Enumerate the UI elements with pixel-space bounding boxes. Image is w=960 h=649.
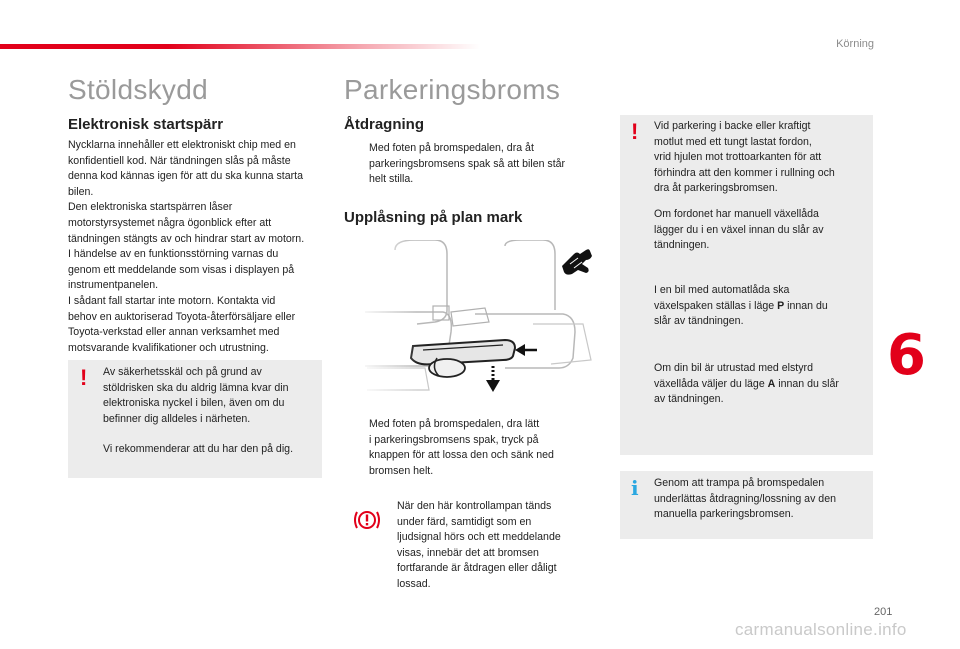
text-line: Vid parkering i backe eller kraftigt <box>654 120 811 132</box>
page-title-stoldskydd: Stöldskydd <box>68 74 208 105</box>
section-label: Körning <box>836 38 874 50</box>
page-number: 201 <box>874 606 893 618</box>
text-line: stöldrisken ska du aldrig lämna kvar din <box>103 381 289 394</box>
text-line: manuella parkeringsbromsen. <box>654 508 794 521</box>
text-line: Den elektroniska startspärren låser <box>68 201 233 214</box>
text-line: av tändningen. <box>654 393 724 406</box>
text-line <box>654 299 869 315</box>
lamp-note <box>397 499 617 593</box>
text-line <box>654 377 869 393</box>
text-line: I en bil med automatlåda ska <box>654 284 790 296</box>
text-line: elektroniska nyckel i bilen, även om du <box>103 397 285 410</box>
text-line: Av säkerhetsskäl och på grund av <box>103 366 262 378</box>
text-line: vrid hjulen mot trottoarkanten för att <box>654 151 822 164</box>
text-line: i parkeringsbromsens spak, tryck på <box>369 433 539 446</box>
text-line: behov en auktoriserad Toyota-återförsäljare eller <box>68 310 296 323</box>
text-line: I sådant fall startar inte motorn. Kontakta vid <box>68 294 276 307</box>
text-line: förhindra att den kommer i rullning och <box>654 166 835 179</box>
watermark: carmanualsonline.info <box>735 620 907 639</box>
brake-warning-lamp-icon <box>352 509 382 531</box>
text-line: fortfarande är åtdragen eller dåligt <box>397 562 557 575</box>
subtitle-upplasning: Upplåsning på plan mark <box>344 209 523 226</box>
text-line: Med foten på bromspedalen, dra åt <box>369 142 534 154</box>
text-line: instrumentpanelen. <box>68 279 159 292</box>
text-line: motsvarande kvalifikationer och utrustning. <box>68 341 269 354</box>
text-span: växellåda väljer du läge <box>654 377 768 390</box>
text-line: bromsen helt. <box>369 464 434 477</box>
hand-icon <box>560 246 594 276</box>
text-line: motorstyrsystemet några ögonblick efter att <box>68 216 272 229</box>
subtitle-elektronisk-startsparr: Elektronisk startspärr <box>68 116 224 133</box>
text-span: innan du <box>784 299 828 312</box>
page-title-parkeringsbroms: Parkeringsbroms <box>344 74 561 105</box>
text-line: bilen. <box>68 185 94 198</box>
right-para-3 <box>654 283 869 330</box>
text-line: knappen för att lossa den och sänk ned <box>369 449 554 462</box>
text-line: helt stilla. <box>369 173 414 186</box>
text-line: parkeringsbromsens spak så att bilen står <box>369 157 566 170</box>
text-line: lossad. <box>397 577 431 590</box>
left-warning-text-2: Vi rekommenderar att du har den på dig. <box>103 443 294 455</box>
text-line: befinner dig alldeles i närheten. <box>103 412 251 425</box>
text-line: dra åt parkeringsbromsen. <box>654 182 778 195</box>
text-line: under färd, samtidigt som en <box>397 515 532 528</box>
text-line: I händelse av en funktionsstörning varnas du <box>68 248 279 261</box>
text-line: tändningen stängts av och hindrar start av motorn. <box>68 232 305 245</box>
text-line: ljudsignal hörs och ett meddelande <box>397 531 561 544</box>
chapter-number: 6 <box>887 323 926 388</box>
text-line: slår av tändningen. <box>654 315 744 328</box>
gear-position-p: P <box>777 299 785 312</box>
text-line: konfidentiell kod. När tändningen slås på måste <box>68 154 291 167</box>
text-line: tändningen. <box>654 239 710 252</box>
text-line: underlättas åtdragning/lossning av den <box>654 492 836 505</box>
text-line: denna kod kännas igen för att du ska kunna starta <box>68 170 303 183</box>
text-line: Toyota-verkstad eller annan verksamhet med <box>68 326 280 339</box>
text-line: visas, innebär det att bromsen <box>397 546 539 559</box>
text-span: innan du slår <box>775 377 839 390</box>
warning-icon: ! <box>80 365 88 390</box>
atdragning-step <box>369 141 609 188</box>
right-para-1 <box>654 119 869 197</box>
info-text <box>654 476 869 523</box>
text-line: Genom att trampa på bromspedalen <box>654 477 825 489</box>
text-line: Om fordonet har manuell växellåda <box>654 208 819 220</box>
right-para-4 <box>654 361 869 408</box>
right-para-2 <box>654 207 869 254</box>
left-warning-text <box>103 365 318 427</box>
subtitle-atdragning: Åtdragning <box>344 116 424 133</box>
header-accent-bar <box>0 44 480 49</box>
text-line: lägger du i en växel innan du slår av <box>654 223 824 236</box>
text-line: Med foten på bromspedalen, dra lätt <box>369 418 540 430</box>
gear-position-a: A <box>767 377 776 390</box>
info-icon: i <box>631 476 639 500</box>
upplasning-step <box>369 417 609 479</box>
text-span: växelspaken ställas i läge <box>654 299 778 312</box>
startsparr-paragraph <box>68 138 330 356</box>
text-line: motlut med ett tungt lastat fordon, <box>654 135 812 148</box>
text-line: När den här kontrollampan tänds <box>397 500 552 512</box>
text-line: Nycklarna innehåller ett elektroniskt chip med en <box>68 139 296 151</box>
text-line: Om din bil är utrustad med elstyrd <box>654 362 813 374</box>
text-line: genom ett meddelande som visas i displayen på <box>68 263 295 276</box>
warning-icon: ! <box>631 119 639 144</box>
